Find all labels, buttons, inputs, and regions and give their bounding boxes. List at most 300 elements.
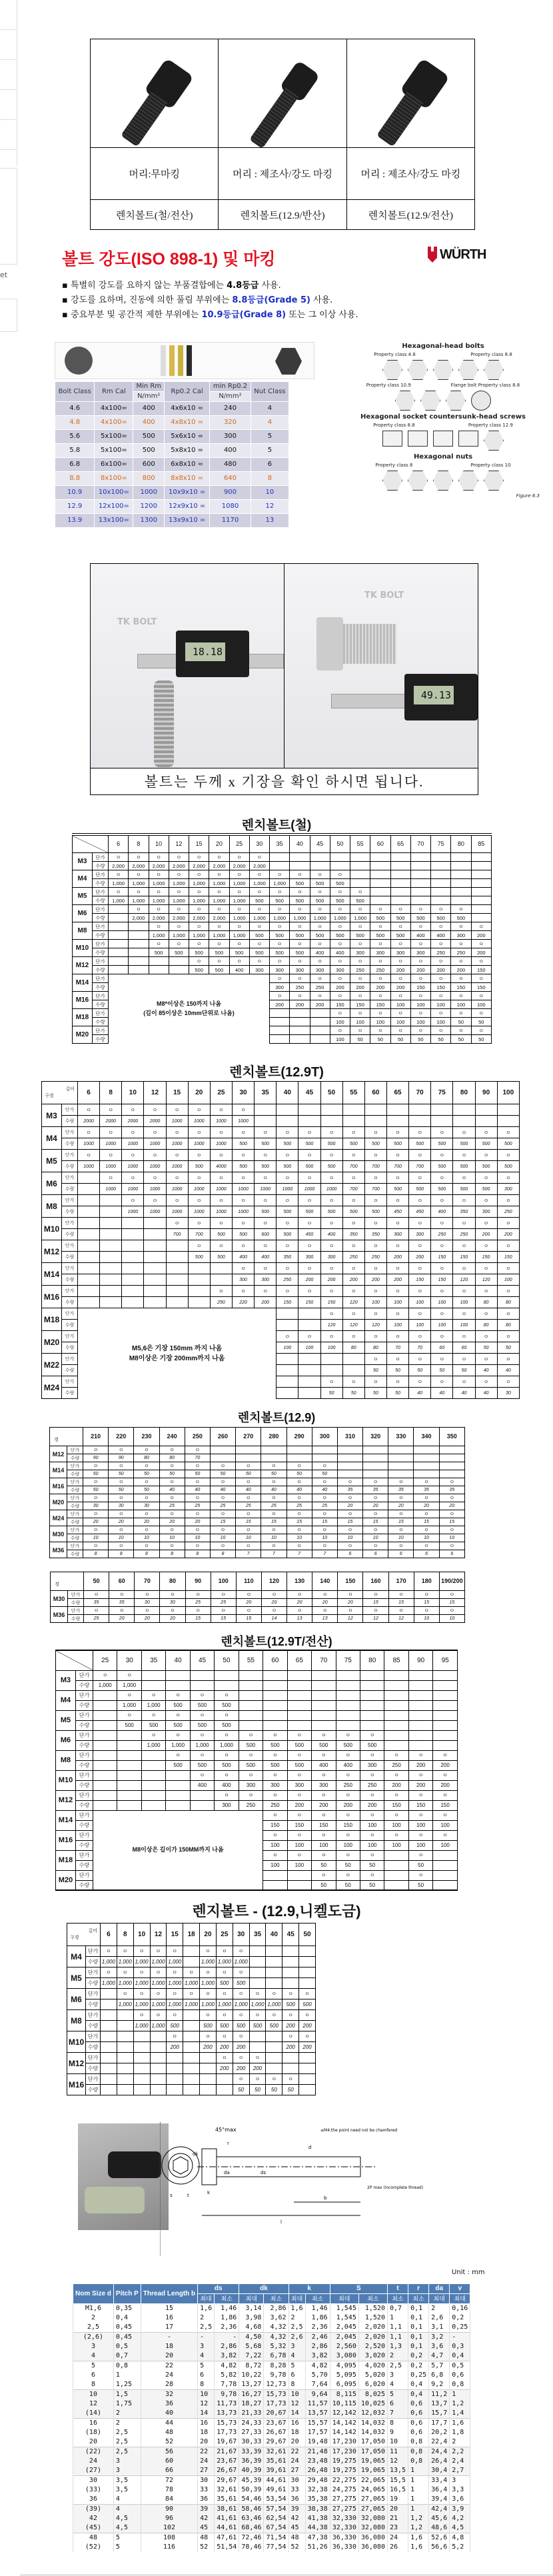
qty-cell bbox=[298, 1388, 320, 1399]
price-cell: ㅇ bbox=[261, 1462, 286, 1470]
price-cell bbox=[93, 1790, 117, 1800]
price-cell: ㅇ bbox=[261, 1607, 286, 1615]
spec-cell: 27,065 bbox=[358, 2505, 387, 2515]
price-cell: ㅇ bbox=[239, 1790, 263, 1800]
spec-cell: 1,6 bbox=[198, 2304, 215, 2314]
size-label: M18 bbox=[42, 1308, 62, 1331]
qty-cell bbox=[270, 862, 290, 870]
qty-label: 수량 bbox=[62, 1229, 78, 1240]
price-cell bbox=[287, 1870, 311, 1880]
corner-cell bbox=[67, 1924, 101, 1946]
price-cell: ㅇ bbox=[185, 1478, 210, 1486]
spec-cell: 32,61 bbox=[215, 2485, 239, 2495]
price-cell: ㅇ bbox=[215, 1790, 239, 1800]
guideline-text: 사용. bbox=[310, 295, 333, 305]
figure-caption: Figure 6.3 bbox=[516, 493, 540, 499]
spec-cell: 30,4 bbox=[429, 2466, 450, 2476]
spec-cell: 48 bbox=[288, 2533, 305, 2543]
qty-cell bbox=[409, 1116, 431, 1127]
qty-cell: 50 bbox=[451, 1035, 471, 1044]
price-cell: ㅇ bbox=[414, 1542, 439, 1550]
spec-cell: 24 bbox=[141, 2371, 197, 2380]
price-cell bbox=[183, 2074, 200, 2085]
price-label: 단가 bbox=[76, 1810, 93, 1820]
spec-cell: 47,61 bbox=[215, 2533, 239, 2543]
price-cell bbox=[414, 1462, 439, 1470]
price-cell: ㅇ bbox=[100, 1172, 122, 1184]
spec-cell: 2,5 bbox=[113, 2447, 141, 2457]
class-cell: 640 bbox=[210, 472, 251, 485]
price-cell: ㅇ bbox=[386, 1218, 408, 1229]
qty-cell bbox=[453, 1116, 475, 1127]
qty-cell: 500 bbox=[263, 1760, 287, 1770]
price-cell bbox=[200, 2053, 217, 2063]
price-cell: ㅇ bbox=[310, 992, 330, 1000]
qty-row bbox=[42, 1229, 520, 1240]
spec-cell: 7 bbox=[387, 2409, 408, 2419]
qty-label: 수량 bbox=[93, 862, 109, 870]
length-header: 100 bbox=[211, 1572, 236, 1591]
spec-cell: 7,78 bbox=[215, 2380, 239, 2390]
price-label: 단가 bbox=[62, 1376, 78, 1388]
price-cell: ㅇ bbox=[320, 1376, 342, 1388]
qty-cell: 1,000 bbox=[350, 914, 370, 922]
spec-cell: 39,61 bbox=[264, 2466, 288, 2476]
price-cell: ㅇ bbox=[390, 957, 410, 966]
spec-cell: 5,2 bbox=[450, 2543, 470, 2552]
qty-cell bbox=[133, 2085, 150, 2095]
price-cell: ㅇ bbox=[185, 1510, 210, 1518]
qty-cell bbox=[312, 1454, 337, 1462]
qty-cell: 40 bbox=[236, 1486, 261, 1494]
spec-cell: 12 bbox=[288, 2399, 305, 2409]
qty-cell: 50 bbox=[364, 1388, 386, 1399]
qty-cell: 500 bbox=[249, 931, 269, 940]
qty-cell: 100 bbox=[320, 1342, 342, 1354]
price-cell: ㅇ bbox=[431, 1026, 451, 1035]
qty-cell: 2,000 bbox=[169, 914, 189, 922]
price-cell bbox=[169, 957, 189, 966]
spec-cell: 24,4 bbox=[429, 2447, 450, 2457]
qty-cell: 500 bbox=[239, 1760, 263, 1770]
price-cell: ㅇ bbox=[209, 905, 229, 914]
spec-cell: 4,5 bbox=[113, 2523, 141, 2533]
qty-cell: 500 bbox=[350, 896, 370, 905]
spec-cell: 45,39 bbox=[239, 2476, 264, 2486]
price-cell: ㅇ bbox=[255, 1195, 276, 1206]
price-cell bbox=[166, 1286, 188, 1297]
spec-cell: 3,5 bbox=[113, 2485, 141, 2495]
spec-row bbox=[73, 2390, 470, 2400]
price-label: 단가 bbox=[76, 1790, 93, 1800]
qty-cell: 90 bbox=[109, 1454, 134, 1462]
price-cell bbox=[408, 1730, 432, 1740]
qty-cell: 400 bbox=[410, 931, 430, 940]
price-cell: ㅇ bbox=[320, 1218, 342, 1229]
qty-cell: 50 bbox=[83, 1486, 109, 1494]
price-cell bbox=[287, 1670, 311, 1680]
price-label: 단가 bbox=[93, 870, 109, 879]
price-cell: ㅇ bbox=[270, 905, 290, 914]
qty-cell: 700 bbox=[188, 1229, 210, 1240]
qty-cell: 500 bbox=[255, 1138, 276, 1150]
length-header: 25 bbox=[229, 836, 249, 853]
qty-cell: 100 bbox=[287, 1840, 311, 1850]
qty-cell: 700 bbox=[409, 1161, 431, 1172]
price-cell: ㅇ bbox=[261, 1494, 286, 1502]
qty-cell bbox=[255, 1116, 276, 1127]
price-cell: ㅇ bbox=[409, 1240, 431, 1252]
spec-cell: 1,520 bbox=[358, 2304, 387, 2314]
price-cell: ㅇ bbox=[117, 1690, 141, 1700]
qty-row bbox=[73, 896, 492, 905]
spec-cell: 52 bbox=[141, 2437, 197, 2447]
price-cell: ㅇ bbox=[453, 1240, 475, 1252]
spec-cell: 2 bbox=[73, 2313, 114, 2323]
qty-cell bbox=[370, 879, 390, 888]
price-cell: ㅇ bbox=[236, 1607, 261, 1615]
qty-cell: 500 bbox=[255, 1161, 276, 1172]
price-cell: ㅇ bbox=[270, 888, 290, 896]
price-cell bbox=[471, 870, 492, 879]
qty-cell bbox=[239, 1680, 263, 1690]
qty-cell bbox=[320, 1116, 342, 1127]
price-cell: ㅇ bbox=[364, 1331, 386, 1342]
price-cell: ㅇ bbox=[270, 992, 290, 1000]
qty-cell: 200 bbox=[433, 1760, 458, 1770]
qty-cell: 50 bbox=[497, 1342, 519, 1354]
qty-cell: 700 bbox=[364, 1184, 386, 1195]
qty-cell: 1,000 bbox=[166, 1740, 190, 1750]
price-cell: ㅇ bbox=[216, 2010, 233, 2021]
qty-label: 수량 bbox=[86, 2063, 101, 2074]
price-cell: ㅇ bbox=[167, 1967, 183, 1978]
qty-cell bbox=[287, 1720, 311, 1730]
qty-cell: 400 bbox=[190, 1780, 214, 1790]
size-label: M16 bbox=[50, 1478, 67, 1494]
price-cell: ㅇ bbox=[338, 1591, 363, 1599]
price-cell: ㅇ bbox=[298, 1263, 320, 1274]
price-cell: ㅇ bbox=[310, 888, 330, 896]
caliper-reading: 18.18 bbox=[185, 643, 225, 661]
qty-cell: 7 bbox=[261, 1550, 286, 1558]
qty-cell: 1000 bbox=[122, 1138, 144, 1150]
price-cell: ㅇ bbox=[475, 1286, 497, 1297]
price-cell: ㅇ bbox=[342, 1172, 364, 1184]
price-cell bbox=[433, 1690, 458, 1700]
spec-cell: 1,1 bbox=[387, 2323, 408, 2333]
qty-cell: 500 bbox=[290, 931, 310, 940]
qty-cell: 150 bbox=[370, 1000, 390, 1009]
price-cell: ㅇ bbox=[390, 1009, 410, 1018]
price-cell: ㅇ bbox=[310, 957, 330, 966]
qty-cell: 200 bbox=[471, 948, 492, 957]
class-cell: 4 bbox=[251, 416, 288, 429]
qty-label: 수량 bbox=[93, 948, 109, 957]
qty-cell: 1000 bbox=[122, 1206, 144, 1218]
qty-cell bbox=[101, 1999, 117, 2010]
price-cell: ㅇ bbox=[364, 1376, 386, 1388]
price-cell bbox=[78, 1172, 100, 1184]
spec-cell: 3,5 bbox=[113, 2476, 141, 2486]
length-header: 8 bbox=[117, 1924, 133, 1946]
qty-cell: 1,000 bbox=[270, 879, 290, 888]
price-cell bbox=[188, 1286, 210, 1297]
qty-cell: 8 bbox=[109, 1550, 134, 1558]
price-cell: ㅇ bbox=[200, 2031, 217, 2042]
price-row bbox=[42, 1150, 520, 1161]
price-cell bbox=[298, 1308, 320, 1320]
qty-cell: 20 bbox=[338, 1599, 363, 1607]
qty-cell: 50 bbox=[408, 1880, 432, 1890]
price-cell: ㅇ bbox=[298, 1331, 320, 1342]
qty-row bbox=[67, 1999, 316, 2010]
qty-cell: 500 bbox=[232, 1161, 254, 1172]
price-cell: ㅇ bbox=[364, 1263, 386, 1274]
qty-cell: 1,000 bbox=[117, 1978, 133, 1989]
spec-row bbox=[73, 2514, 470, 2523]
price-cell: ㅇ bbox=[144, 1195, 166, 1206]
qty-cell: 250 bbox=[431, 1229, 453, 1240]
qty-cell: 200 bbox=[255, 1297, 276, 1308]
price-cell: ㅇ bbox=[210, 1104, 232, 1116]
price-cell: ㅇ bbox=[109, 1446, 134, 1454]
price-label: 단가 bbox=[67, 1478, 83, 1486]
qty-cell bbox=[133, 2042, 150, 2053]
spec-row bbox=[73, 2313, 470, 2323]
price-cell: ㅇ bbox=[312, 1770, 336, 1780]
qty-cell bbox=[390, 896, 410, 905]
header-row bbox=[50, 1428, 465, 1446]
spec-cell: 17,57 bbox=[305, 2428, 330, 2437]
qty-cell bbox=[261, 1454, 286, 1462]
spec-cell: 35,61 bbox=[264, 2457, 288, 2466]
qty-cell: 500 bbox=[290, 948, 310, 957]
spec-cell: 24,065 bbox=[358, 2485, 387, 2495]
qty-cell bbox=[390, 879, 410, 888]
price-label: 단가 bbox=[62, 1150, 78, 1161]
price-cell bbox=[451, 888, 471, 896]
price-cell: ㅇ bbox=[298, 1286, 320, 1297]
qty-cell: 50 bbox=[364, 1365, 386, 1376]
price-cell: ㅇ bbox=[216, 1989, 233, 1999]
qty-cell: 300 bbox=[249, 966, 269, 974]
qty-cell: 120 bbox=[475, 1274, 497, 1286]
qty-cell: 200 bbox=[298, 1274, 320, 1286]
qty-cell: 20 bbox=[109, 1518, 134, 1526]
price-cell: ㅇ bbox=[290, 870, 310, 879]
product-name: 렌치볼트(12.9/전산) bbox=[346, 200, 474, 230]
spec-cell: 0,6 bbox=[408, 2428, 429, 2437]
size-label: M16 bbox=[67, 2074, 86, 2095]
qty-cell bbox=[276, 1320, 298, 1331]
price-row bbox=[67, 1989, 316, 1999]
spec-cell: 0,8 bbox=[408, 2437, 429, 2447]
price-cell: ㅇ bbox=[216, 1967, 233, 1978]
qty-cell: 150 bbox=[336, 1820, 360, 1830]
qty-cell: 1,000 bbox=[141, 1740, 165, 1750]
qty-cell bbox=[129, 931, 149, 940]
price-cell bbox=[101, 2010, 117, 2021]
spec-cell: 33,4 bbox=[429, 2476, 450, 2486]
spec-cell: 33 bbox=[288, 2485, 305, 2495]
price-cell: ㅇ bbox=[190, 1730, 214, 1740]
price-cell: ㅇ bbox=[287, 1790, 311, 1800]
qty-cell bbox=[299, 2063, 316, 2074]
class-row bbox=[55, 416, 288, 429]
spec-cell: 20 bbox=[141, 2351, 197, 2361]
class-cell: 6.8 bbox=[55, 458, 94, 471]
qty-cell bbox=[190, 1800, 214, 1810]
price-cell bbox=[336, 1710, 360, 1720]
price-cell: ㅇ bbox=[453, 1195, 475, 1206]
price-label: 단가 bbox=[62, 1331, 78, 1342]
spec-sub-header: 최대 bbox=[288, 2294, 305, 2304]
qty-cell: 1000 bbox=[255, 1184, 276, 1195]
price-cell: ㅇ bbox=[475, 1218, 497, 1229]
price-cell bbox=[337, 1462, 362, 1470]
length-header: 80 bbox=[453, 1082, 475, 1104]
price-cell: ㅇ bbox=[330, 922, 350, 931]
price-row bbox=[42, 1308, 520, 1320]
price-cell bbox=[129, 957, 149, 966]
qty-cell: 1,000 bbox=[200, 1999, 217, 2010]
spec-cell: 16 bbox=[141, 2313, 197, 2323]
price-cell: ㅇ bbox=[451, 922, 471, 931]
price-cell: ㅇ bbox=[109, 870, 129, 879]
header-row bbox=[73, 836, 492, 853]
class-cell: 900 bbox=[210, 486, 251, 499]
price-cell bbox=[475, 1104, 497, 1116]
spec-cell: 2,5 bbox=[288, 2323, 305, 2333]
price-label: 단가 bbox=[62, 1218, 78, 1229]
price-cell bbox=[290, 853, 310, 862]
corner-cell bbox=[73, 836, 109, 853]
spec-cell: 52 bbox=[288, 2543, 305, 2552]
spec-cell: 2,6 bbox=[288, 2333, 305, 2343]
spec-cell: 2,5 bbox=[198, 2323, 215, 2333]
qty-cell bbox=[141, 1780, 165, 1790]
guideline-item bbox=[62, 279, 358, 293]
spec-cell: 2,7 bbox=[450, 2466, 470, 2476]
price-cell bbox=[141, 1670, 165, 1680]
price-label: 단가 bbox=[62, 1308, 78, 1320]
qty-label: 수량 bbox=[93, 931, 109, 940]
qty-cell bbox=[263, 1680, 287, 1690]
qty-cell: 300 bbox=[475, 1206, 497, 1218]
price-cell bbox=[167, 2053, 183, 2063]
price-label: 단가 bbox=[86, 1946, 101, 1957]
drawing-label: ≤M4.the point need not be chamfered bbox=[320, 2128, 398, 2133]
diagram-section-title: Hexagonal nuts bbox=[413, 453, 473, 461]
spec-cell: 2,36 bbox=[215, 2323, 239, 2333]
price-cell: ㅇ bbox=[439, 1542, 464, 1550]
length-header: 70 bbox=[135, 1572, 160, 1591]
qty-cell: 1,000 bbox=[229, 914, 249, 922]
qty-cell: 25 bbox=[312, 1502, 337, 1510]
qty-cell: 500 bbox=[210, 1229, 232, 1240]
length-header: 290 bbox=[286, 1428, 312, 1446]
price-cell: ㅇ bbox=[229, 853, 249, 862]
price-cell bbox=[360, 1670, 384, 1680]
qty-cell bbox=[336, 1700, 360, 1710]
spec-cell: 2,4 bbox=[450, 2457, 470, 2466]
price-cell: ㅇ bbox=[270, 957, 290, 966]
price-cell: ㅇ bbox=[330, 905, 350, 914]
price-cell: ㅇ bbox=[83, 1494, 109, 1502]
price-cell: ㅇ bbox=[183, 1989, 200, 1999]
drawing-label: 45°max bbox=[215, 2127, 237, 2133]
caliper-reading: 49.13 bbox=[414, 686, 454, 704]
qty-cell: 500 bbox=[249, 2021, 266, 2031]
qty-row bbox=[42, 1116, 520, 1127]
price-cell: ㅇ bbox=[471, 974, 492, 983]
price-cell bbox=[263, 1690, 287, 1700]
qty-cell: 4000 bbox=[210, 1161, 232, 1172]
qty-cell: 30 bbox=[83, 1502, 109, 1510]
price-cell: ㅇ bbox=[200, 1989, 217, 1999]
price-row bbox=[51, 1591, 465, 1599]
qty-label: 수량 bbox=[62, 1184, 78, 1195]
qty-cell: 200 bbox=[290, 1000, 310, 1009]
size-label: M18 bbox=[73, 1009, 93, 1026]
spec-cell: 66 bbox=[141, 2466, 197, 2476]
qty-cell bbox=[101, 2063, 117, 2074]
qty-cell: 13 bbox=[287, 1615, 312, 1623]
spec-cell: 0,8 bbox=[450, 2380, 470, 2390]
qty-cell: 1,000 bbox=[169, 879, 189, 888]
price-cell: ㅇ bbox=[286, 1510, 312, 1518]
length-header: 75 bbox=[431, 1082, 453, 1104]
qty-cell bbox=[433, 1740, 458, 1750]
length-header: 8 bbox=[129, 836, 149, 853]
spec-row bbox=[73, 2419, 470, 2429]
price-cell bbox=[117, 2053, 133, 2063]
qty-cell: 35 bbox=[388, 1486, 414, 1494]
qty-cell bbox=[408, 1740, 432, 1750]
qty-cell: 1,000 bbox=[270, 914, 290, 922]
qty-cell bbox=[290, 1035, 310, 1044]
spec-cell: 0,1 bbox=[408, 2333, 429, 2343]
qty-cell bbox=[433, 1680, 458, 1690]
spec-row bbox=[73, 2543, 470, 2552]
qty-cell: 150 bbox=[410, 983, 430, 992]
qty-cell bbox=[183, 2042, 200, 2053]
qty-cell bbox=[312, 1720, 336, 1730]
price-row bbox=[50, 1542, 465, 1550]
qty-cell: 70 bbox=[185, 1454, 210, 1462]
price-cell: ㅇ bbox=[471, 922, 492, 931]
spec-cell: 2 bbox=[113, 2409, 141, 2419]
price-label: 단가 bbox=[86, 2010, 101, 2021]
price-cell: ㅇ bbox=[216, 2053, 233, 2063]
spec-row bbox=[73, 2428, 470, 2437]
length-header: 10 bbox=[149, 836, 169, 853]
price-cell: ㅇ bbox=[310, 870, 330, 879]
qty-cell: 300 bbox=[370, 948, 390, 957]
qty-cell: 1000 bbox=[210, 1206, 232, 1218]
qty-cell: 150 bbox=[287, 1820, 311, 1830]
qty-cell: 2,000 bbox=[209, 862, 229, 870]
diagram-label: Property class 4.6 bbox=[374, 352, 416, 357]
qty-cell: 500 bbox=[200, 2021, 217, 2031]
qty-cell: 1000 bbox=[100, 1138, 122, 1150]
qty-cell: 1000 bbox=[210, 1138, 232, 1150]
qty-cell bbox=[330, 862, 350, 870]
qty-cell bbox=[360, 1720, 384, 1730]
price-cell: ㅇ bbox=[100, 1127, 122, 1138]
length-header: 140 bbox=[312, 1572, 338, 1591]
